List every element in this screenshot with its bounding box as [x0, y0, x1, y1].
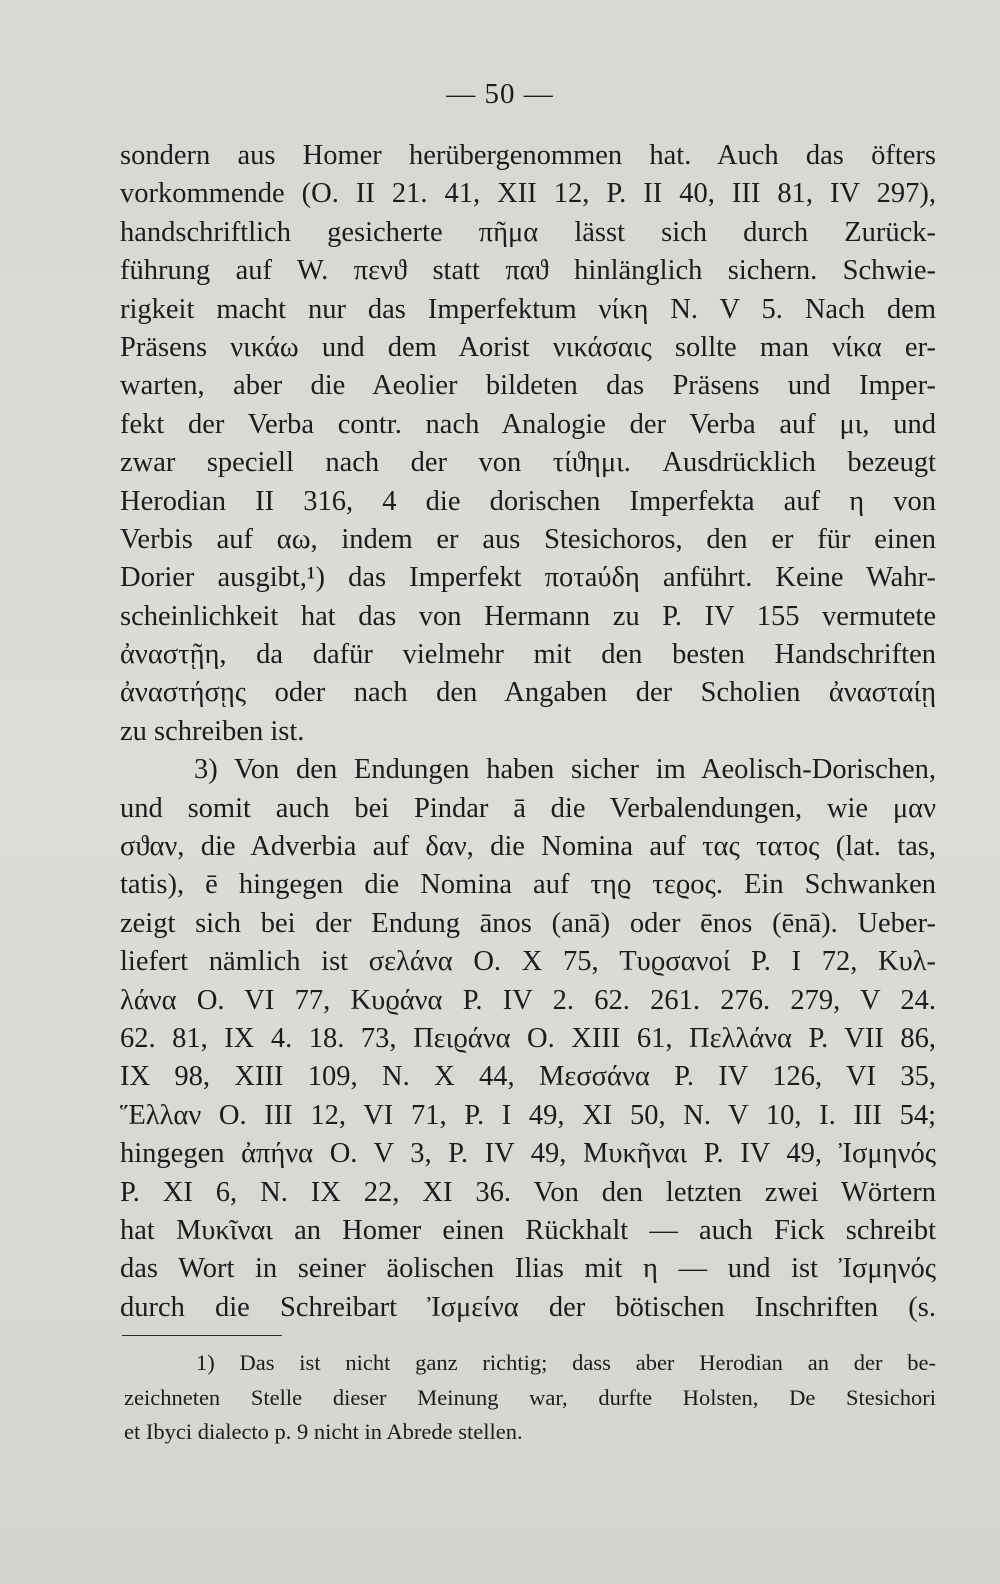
footnote-line: zeichneten Stelle dieser Meinung war, durfte Holsten, De Stesichori	[124, 1384, 936, 1410]
text-line: Dorier ausgibt,¹) das Imperfekt ποτaύδη anführt. Keine Wahr-	[120, 562, 936, 594]
text-line: tatis), ē hingegen die Nomina auf τηϱ τεϱος. Ein Schwanken	[120, 869, 936, 901]
text-line: P. XI 6, N. IX 22, XI 36. Von den letzten zwei Wörtern	[120, 1176, 936, 1208]
page-number: — 50 —	[446, 78, 554, 110]
text-line: und somit auch bei Pindar ā die Verbalendungen, wie μαν	[120, 792, 936, 824]
text-line: IX 98, XIII 109, N. X 44, Μεσσάνα P. IV 126, VI 35,	[120, 1061, 936, 1093]
text-line: scheinlichkeit hat das von Hermann zu P. IV 155 vermutete	[120, 600, 936, 632]
text-line: ἀναστῇη, da dafür vielmehr mit den besten Handschriften	[120, 639, 936, 671]
text-line: warten, aber die Aeolier bildeten das Präsens und Imper-	[120, 370, 936, 402]
text-line: durch die Schreibart Ἰσμείνα der bötischen Inschriften (s.	[120, 1291, 936, 1323]
text-line: liefert nämlich ist σελάνα O. X 75, Τυϱσανοί P. I 72, Κυλ-	[120, 946, 936, 978]
section-heading-line: 3) Von den Endungen haben sicher im Aeolisch-Dorischen,	[194, 754, 936, 786]
text-line: zeigt sich bei der Endung ānos (anā) oder ēnos (ēnā). Ueber-	[120, 907, 936, 939]
text-line: Verbis auf αω, indem er aus Stesichoros, den er für einen	[120, 523, 936, 555]
footnote-line: 1) Das ist nicht ganz richtig; dass aber Herodian an der be-	[196, 1350, 936, 1375]
text-line: ἀναστήσῃς oder nach den Angaben der Scholien ἀνασταίῃ	[120, 677, 936, 709]
footnote-line: et Ibyci dialecto p. 9 nicht in Abrede stellen.	[124, 1419, 523, 1444]
text-line: zu schreiben ist.	[120, 715, 305, 747]
text-line: Präsens νικάω und dem Aorist νικάσαις sollte man νίκα er-	[120, 331, 936, 363]
text-line: vorkommende (O. II 21. 41, XII 12, P. II 40, III 81, IV 297),	[120, 178, 936, 210]
text-line: Ἕλλαν O. III 12, VI 71, P. I 49, XI 50, N. V 10, I. III 54;	[120, 1099, 936, 1131]
text-line: rigkeit macht nur das Imperfektum νίκη N. V 5. Nach dem	[120, 293, 936, 325]
text-line: fekt der Verba contr. nach Analogie der Verba auf μι, und	[120, 408, 936, 440]
text-line: sondern aus Homer herübergenommen hat. Auch das öfters	[120, 140, 936, 171]
text-line: hat Μυκῖναι an Homer einen Rückhalt — auch Fick schreibt	[120, 1214, 936, 1246]
text-line: führung auf W. πενϑ statt παϑ hinlänglich sichern. Schwie-	[120, 255, 936, 287]
body-text	[120, 137, 936, 1327]
text-line: Herodian II 316, 4 die dorischen Imperfekta auf η von	[120, 485, 936, 517]
text-line: 62. 81, IX 4. 18. 73, Πειϱάνα O. XIII 61, Πελλάνα P. VII 86,	[120, 1022, 936, 1054]
text-line: handschriftlich gesicherte πῆμα lässt sich durch Zurück-	[120, 216, 936, 248]
text-line: das Wort in seiner äolischen Ilias mit η — und ist Ἰσμηνός	[120, 1253, 936, 1285]
footnote-divider	[122, 1335, 282, 1336]
text-line: hingegen ἀπήνα O. V 3, P. IV 49, Μυκῆναι P. IV 49, Ἰσμηνός	[120, 1138, 936, 1170]
text-line: σϑαν, die Adverbia auf δαν, die Nomina auf τας τατος (lat. tas,	[120, 831, 936, 863]
text-line: λάνα O. VI 77, Κυϱάνα P. IV 2. 62. 261. 276. 279, V 24.	[120, 984, 936, 1016]
footnotes	[124, 1346, 936, 1450]
text-line: zwar speciell nach der von τίϑημι. Ausdrücklich bezeugt	[120, 447, 936, 479]
